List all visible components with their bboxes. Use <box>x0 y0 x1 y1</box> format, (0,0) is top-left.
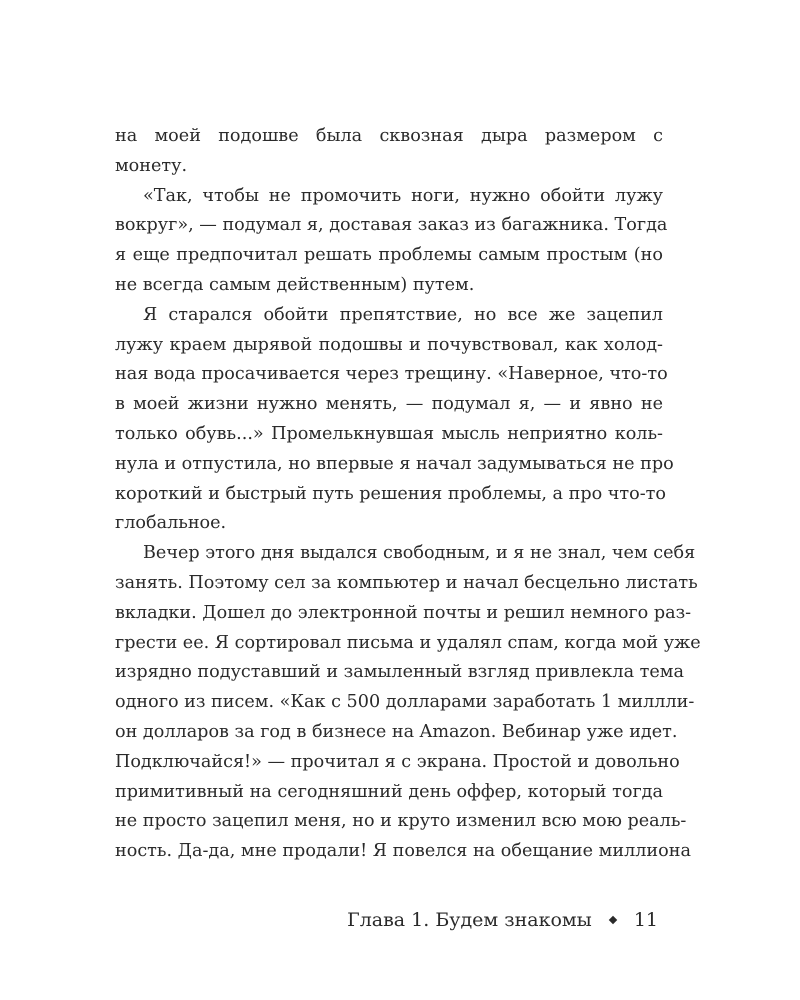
text-line: короткий и быстрый путь решения проблемы, а про что-то <box>115 483 666 504</box>
paragraph-1 <box>115 122 663 182</box>
text-line: грести ее. Я сортировал письма и удалял спам, когда мой уже <box>115 632 701 653</box>
text-line: вокруг», — подумал я, доставая заказ из багажника. Тогда <box>115 215 668 236</box>
text-line: на моей подошве была сквозная дыра размером с <box>115 126 663 146</box>
text-line: я еще предпочитал решать проблемы самым простым (но <box>115 245 663 266</box>
text-line: изрядно подуставший и замыленный взгляд привлекла тема <box>115 662 684 683</box>
text-line: вкладки. Дошел до электронной почты и решил немного раз- <box>115 602 692 623</box>
page-number: 11 <box>633 909 658 931</box>
text-line: монету. <box>115 155 188 176</box>
text-line: одного из писем. «Как с 500 долларами заработать 1 миллли- <box>115 692 695 713</box>
text-line: только обувь...» Промелькнувшая мысль неприятно коль- <box>115 423 663 444</box>
text-line: не всегда самым действенным) путем. <box>115 274 475 295</box>
text-line: лужу краем дырявой подошвы и почувствовал, как холод- <box>115 334 663 355</box>
text-line: глобальное. <box>115 513 227 534</box>
text-line: Вечер этого дня выдался свободным, и я не знал, чем себя <box>143 543 696 564</box>
text-line: «Так, чтобы не промочить ноги, нужно обойти лужу <box>143 185 663 206</box>
text-line: ность. Да-да, мне продали! Я повелся на обещание миллиона <box>115 841 691 862</box>
paragraph-2 <box>115 182 668 301</box>
diamond-separator-icon <box>609 916 617 924</box>
page-body <box>115 122 701 867</box>
text-line: ная вода просачивается через трещину. «Наверное, что-то <box>115 364 668 385</box>
running-footer <box>347 905 658 935</box>
text-line: нула и отпустила, но впервые я начал задумываться не про <box>115 453 674 474</box>
paragraph-3 <box>115 301 674 539</box>
paragraph-4 <box>115 539 701 867</box>
text-line: Я старался обойти препятствие, но все же зацепил <box>143 304 663 325</box>
text-line: он долларов за год в бизнесе на Amazon. Вебинар уже идет. <box>115 721 678 742</box>
text-line: в моей жизни нужно менять, — подумал я, — и явно не <box>115 394 663 415</box>
text-line: не просто зацепил меня, но и круто изменил всю мою реаль- <box>115 811 687 832</box>
text-line: занять. Поэтому сел за компьютер и начал бесцельно листать <box>115 572 698 593</box>
text-line: Подключайся!» — прочитал я с экрана. Простой и довольно <box>115 751 680 772</box>
chapter-title: Глава 1. Будем знакомы <box>347 909 592 931</box>
text-line: примитивный на сегодняшний день оффер, который тогда <box>115 781 663 802</box>
